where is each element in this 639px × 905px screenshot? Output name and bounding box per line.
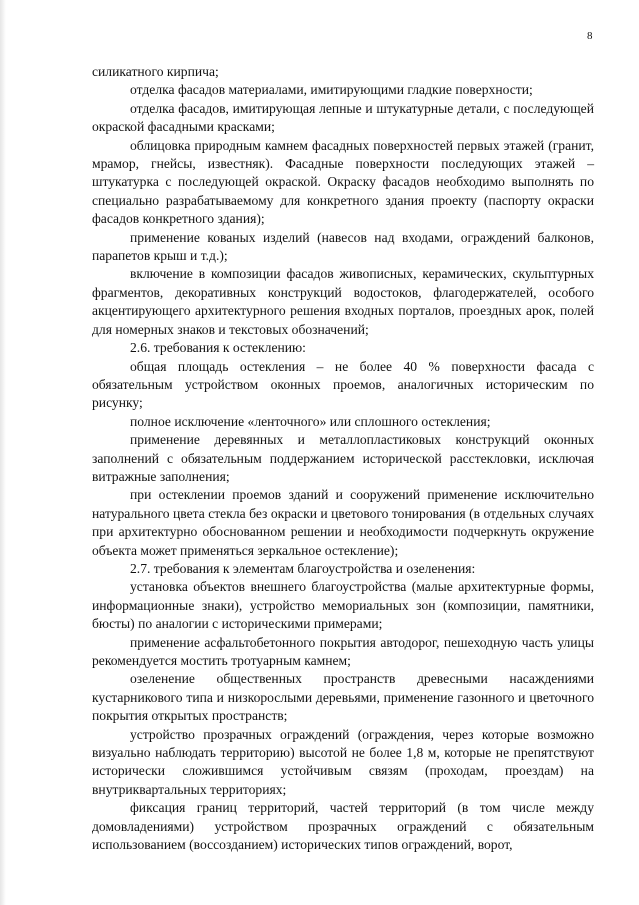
paragraph: отделка фасадов материалами, имитирующими гладкие поверхности; [130,82,533,98]
document-body [92,63,594,854]
page-edge-shadow [0,0,6,905]
paragraph: силикатного кирпича; [92,64,219,79]
paragraph: применение асфальтобетонного покрытия автодорог, пешеходную часть улицы рекомендуется мостить тротуарным камнем; [92,634,594,668]
paragraph: включение в композиции фасадов живописных, керамических, скульптурных фрагментов, декоративных конструкций водостоков, флагодержателей, особого акцентирующего архитектурного решения входных порталов, проездных арок, полей для номерных знаков и текстовых обозначений; [92,266,594,337]
paragraph: установка объектов внешнего благоустройства (малые архитектурные формы, информационные знаки), устройство мемориальных зон (композиции, памятники, бюсты) по аналогии с историческими примерами; [92,579,594,632]
paragraph: полное исключение «ленточного» или сплошного остекления; [130,413,491,429]
paragraph: устройство прозрачных ограждений (ограждения, через которые возможно визуально наблюдать территорию) высотой не более 1,8 м, которые не препятствуют исторически сложившимся устойчивым связям (проходам, проездам) на внутриквартальных территориях; [92,726,594,797]
section-heading: 2.6. требования к остеклению: [130,340,306,356]
page-number: 8 [587,30,593,42]
paragraph: общая площадь остекления – не более 40 % поверхности фасада с обязательным устройством оконных проемов, аналогичных историческим по рисунку; [92,358,594,411]
paragraph: применение деревянных и металлопластиковых конструкций оконных заполнений с обязательным поддержанием исторической расстекловки, исключая витражные заполнения; [92,432,594,484]
paragraph: применение кованых изделий (навесов над входами, ограждений балконов, парапетов крыш и т.д.); [92,229,594,264]
paragraph: отделка фасадов, имитирующая лепные и штукатурные детали, с последующей окраской фасадными красками; [92,100,594,135]
paragraph: облицовка природным камнем фасадных поверхностей первых этажей (гранит, мрамор, гнейсы, известняк). Фасадные поверхности последующих этажей – штукатурка с последующей окраской. Окраску фасадов необходимо выполнять по специально разрабатываемому для конкретного здания проекту (паспорту окраски фасадов конкретного здания); [92,137,594,227]
section-heading: 2.7. требования к элементам благоустройства и озеленения: [130,560,476,576]
paragraph: фиксация границ территорий, частей территорий (в том числе между домовладениями) устройством прозрачных ограждений с обязательным использованием (воссозданием) исторических типов ограждений, ворот, [92,800,594,853]
paragraph: при остеклении проемов зданий и сооружений применение исключительно натурального цвета стекла без окраски и цветового тонирования (в отдельных случаях при архитектурно обоснованном решении и необходимости подчеркнуть окружение объекта может применяться зеркальное остекление); [92,487,594,558]
paragraph: озеленение общественных пространств древесными насаждениями кустарникового типа и низкорослыми деревьями, применение газонного и цветочного покрытия открытых пространств; [92,671,594,724]
